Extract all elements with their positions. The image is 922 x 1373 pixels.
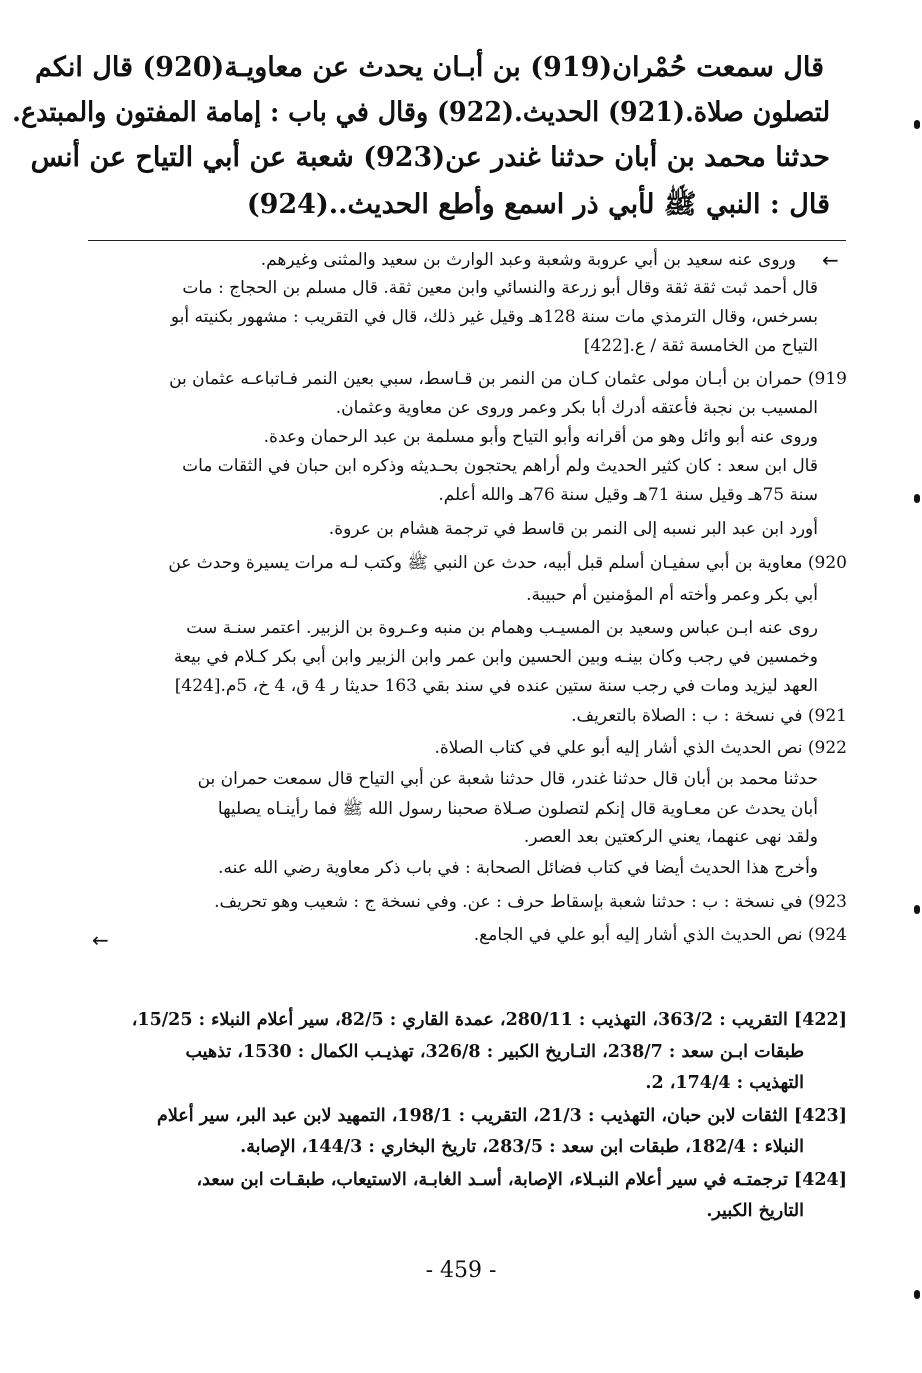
footnote-line: العهد ليزيد ومات في رجب سنة ستين عنده في سند بقي 163 حديثا ر 4 ق، 4 خ، 5م.[424] xyxy=(174,676,818,696)
footnote-line: 924) نص الحديث الذي أشار إليه أبو علي في الجامع. xyxy=(473,925,847,945)
footnote-line: المسيب بن نجبة فأعتقه أدرك أبا بكر وعمر وروى عن معاوية وعثمان. xyxy=(335,398,818,418)
footnote-line: ولقد نهى عنهما، يعني الركعتين بعد العصر. xyxy=(523,827,818,847)
scan-mark xyxy=(914,494,920,503)
footnote-line: 921) في نسخة : ب : الصلاة بالتعريف. xyxy=(571,706,847,726)
continuation-arrow-icon: ← xyxy=(822,248,839,272)
scan-mark xyxy=(914,120,920,129)
main-line: قال : النبي ﷺ لأبي ذر اسمع وأطع الحديث..(924) xyxy=(246,189,830,220)
footnote-line: حدثنا محمد بن أبان قال حدثنا غندر، قال حدثنا شعبة عن أبي التياح قال سمعت حمران بن xyxy=(197,769,818,789)
page-number: - 459 - xyxy=(425,1258,497,1283)
footnote-line: بسرخس، وقال الترمذي مات سنة 128هـ وقيل غير ذلك، قال في التقريب : مشهور بكنيته أبو xyxy=(170,307,818,327)
footnote-line: وأخرج هذا الحديث أيضا في كتاب فضائل الصحابة : في باب ذكر معاوية رضي الله عنه. xyxy=(218,858,818,878)
reference-line: التهذيب : 174/4، 2. xyxy=(645,1073,804,1093)
footnote-line: سنة 75هـ وقيل سنة 71هـ وقيل سنة 76هـ والله أعلم. xyxy=(438,485,818,505)
footnote-line: التياح من الخامسة ثقة / ع.[422] xyxy=(583,336,818,356)
footnote-line: روى عنه ابـن عباس وسعيد بن المسيـب وهمام بن منبه وعـروة بن الزبير. اعتمر سنـة ست xyxy=(186,618,818,638)
reference-line: [422] التقريب : 363/2، التهذيب : 280/11، عمدة القاري : 82/5، سير أعلام النبلاء : 15/25، xyxy=(131,1010,847,1030)
footnote-line: 922) نص الحديث الذي أشار إليه أبو علي في كتاب الصلاة. xyxy=(434,738,847,758)
reference-line: التاريخ الكبير. xyxy=(706,1201,804,1221)
footnote-line: 919) حمران بن أبـان مولى عثمان كـان من النمر بن قـاسط، سبي بعين النمر فـاتباعـه عثمان بن xyxy=(169,369,847,389)
main-line: قال سمعت حُمْران(919) بن أبـان يحدث عن معاويـة(920) قال انكم xyxy=(34,52,824,83)
reference-line: طبقات ابـن سعد : 238/7، التـاريخ الكبير : 326/8، تهذيـب الكمال : 1530، تذهيب xyxy=(185,1042,804,1062)
footnote-line: 920) معاوية بن أبي سفيـان أسلم قبل أبيه، حدث عن النبي ﷺ وكتب لـه مرات يسيرة وحدث عن xyxy=(168,553,847,573)
footnote-line: وروى عنه سعيد بن أبي عروبة وشعبة وعبد الوارث بن سعيد والمثنى وغيرهم. xyxy=(260,250,796,270)
footnote-line: قال أحمد ثبت ثقة ثقة وقال أبو زرعة والنسائي وابن معين ثقة. قال مسلم بن الحجاج : مات xyxy=(182,278,818,298)
reference-line: [424] ترجمتـه في سير أعلام النبـلاء، الإصابة، أسـد الغابـة، الاستيعاب، طبقـات ابن سعد، xyxy=(196,1170,847,1190)
main-line: حدثنا محمد بن أبان حدثنا غندر عن(923) شعبة عن أبي التياح عن أنس xyxy=(30,142,830,173)
reference-line: النبلاء : 182/4، طبقات ابن سعد : 283/5، تاريخ البخاري : 144/3، الإصابة. xyxy=(240,1137,804,1157)
footnote-line: وخمسين في رجب وكان بينـه وبين الحسين وابن عمر وابن الزبير وابن أبي بكر كـلام في بيعة xyxy=(173,647,818,667)
footnote-line: قال ابن سعد : كان كثير الحديث ولم أراهم يحتجون بحـديثه وذكره ابن حبان في الثقات مات xyxy=(182,456,818,476)
separator-rule xyxy=(88,240,846,241)
footnote-line: أورد ابن عبد البر نسبه إلى النمر بن قاسط في ترجمة هشام بن عروة. xyxy=(328,519,818,539)
continuation-arrow-icon: ← xyxy=(92,928,109,952)
footnote-line: 923) في نسخة : ب : حدثنا شعبة بإسقاط حرف : عن. وفي نسخة ج : شعيب وهو تحريف. xyxy=(214,892,847,912)
footnote-line: أبان يحدث عن معـاوية قال إنكم لتصلون صـلاة صحبنا رسول الله ﷺ فما رأينـاه يصليها xyxy=(217,799,818,819)
scan-mark xyxy=(914,1290,920,1299)
footnote-line: أبي بكر وعمر وأخته أم المؤمنين أم حبيبة. xyxy=(526,585,818,605)
reference-line: [423] الثقات لابن حبان، التهذيب : 21/3، التقريب : 198/1، التمهيد لابن عبد البر، سير أعلام xyxy=(157,1106,847,1126)
scan-mark xyxy=(914,905,920,914)
footnote-line: وروى عنه أبو وائل وهو من أقرانه وأبو التياح وأبو مسلمة بن عبد الرحمان وعدة. xyxy=(263,427,818,447)
main-line: لتصلون صلاة.(921) الحديث.(922) وقال في باب : إمامة المفتون والمبتدع. xyxy=(12,97,830,128)
